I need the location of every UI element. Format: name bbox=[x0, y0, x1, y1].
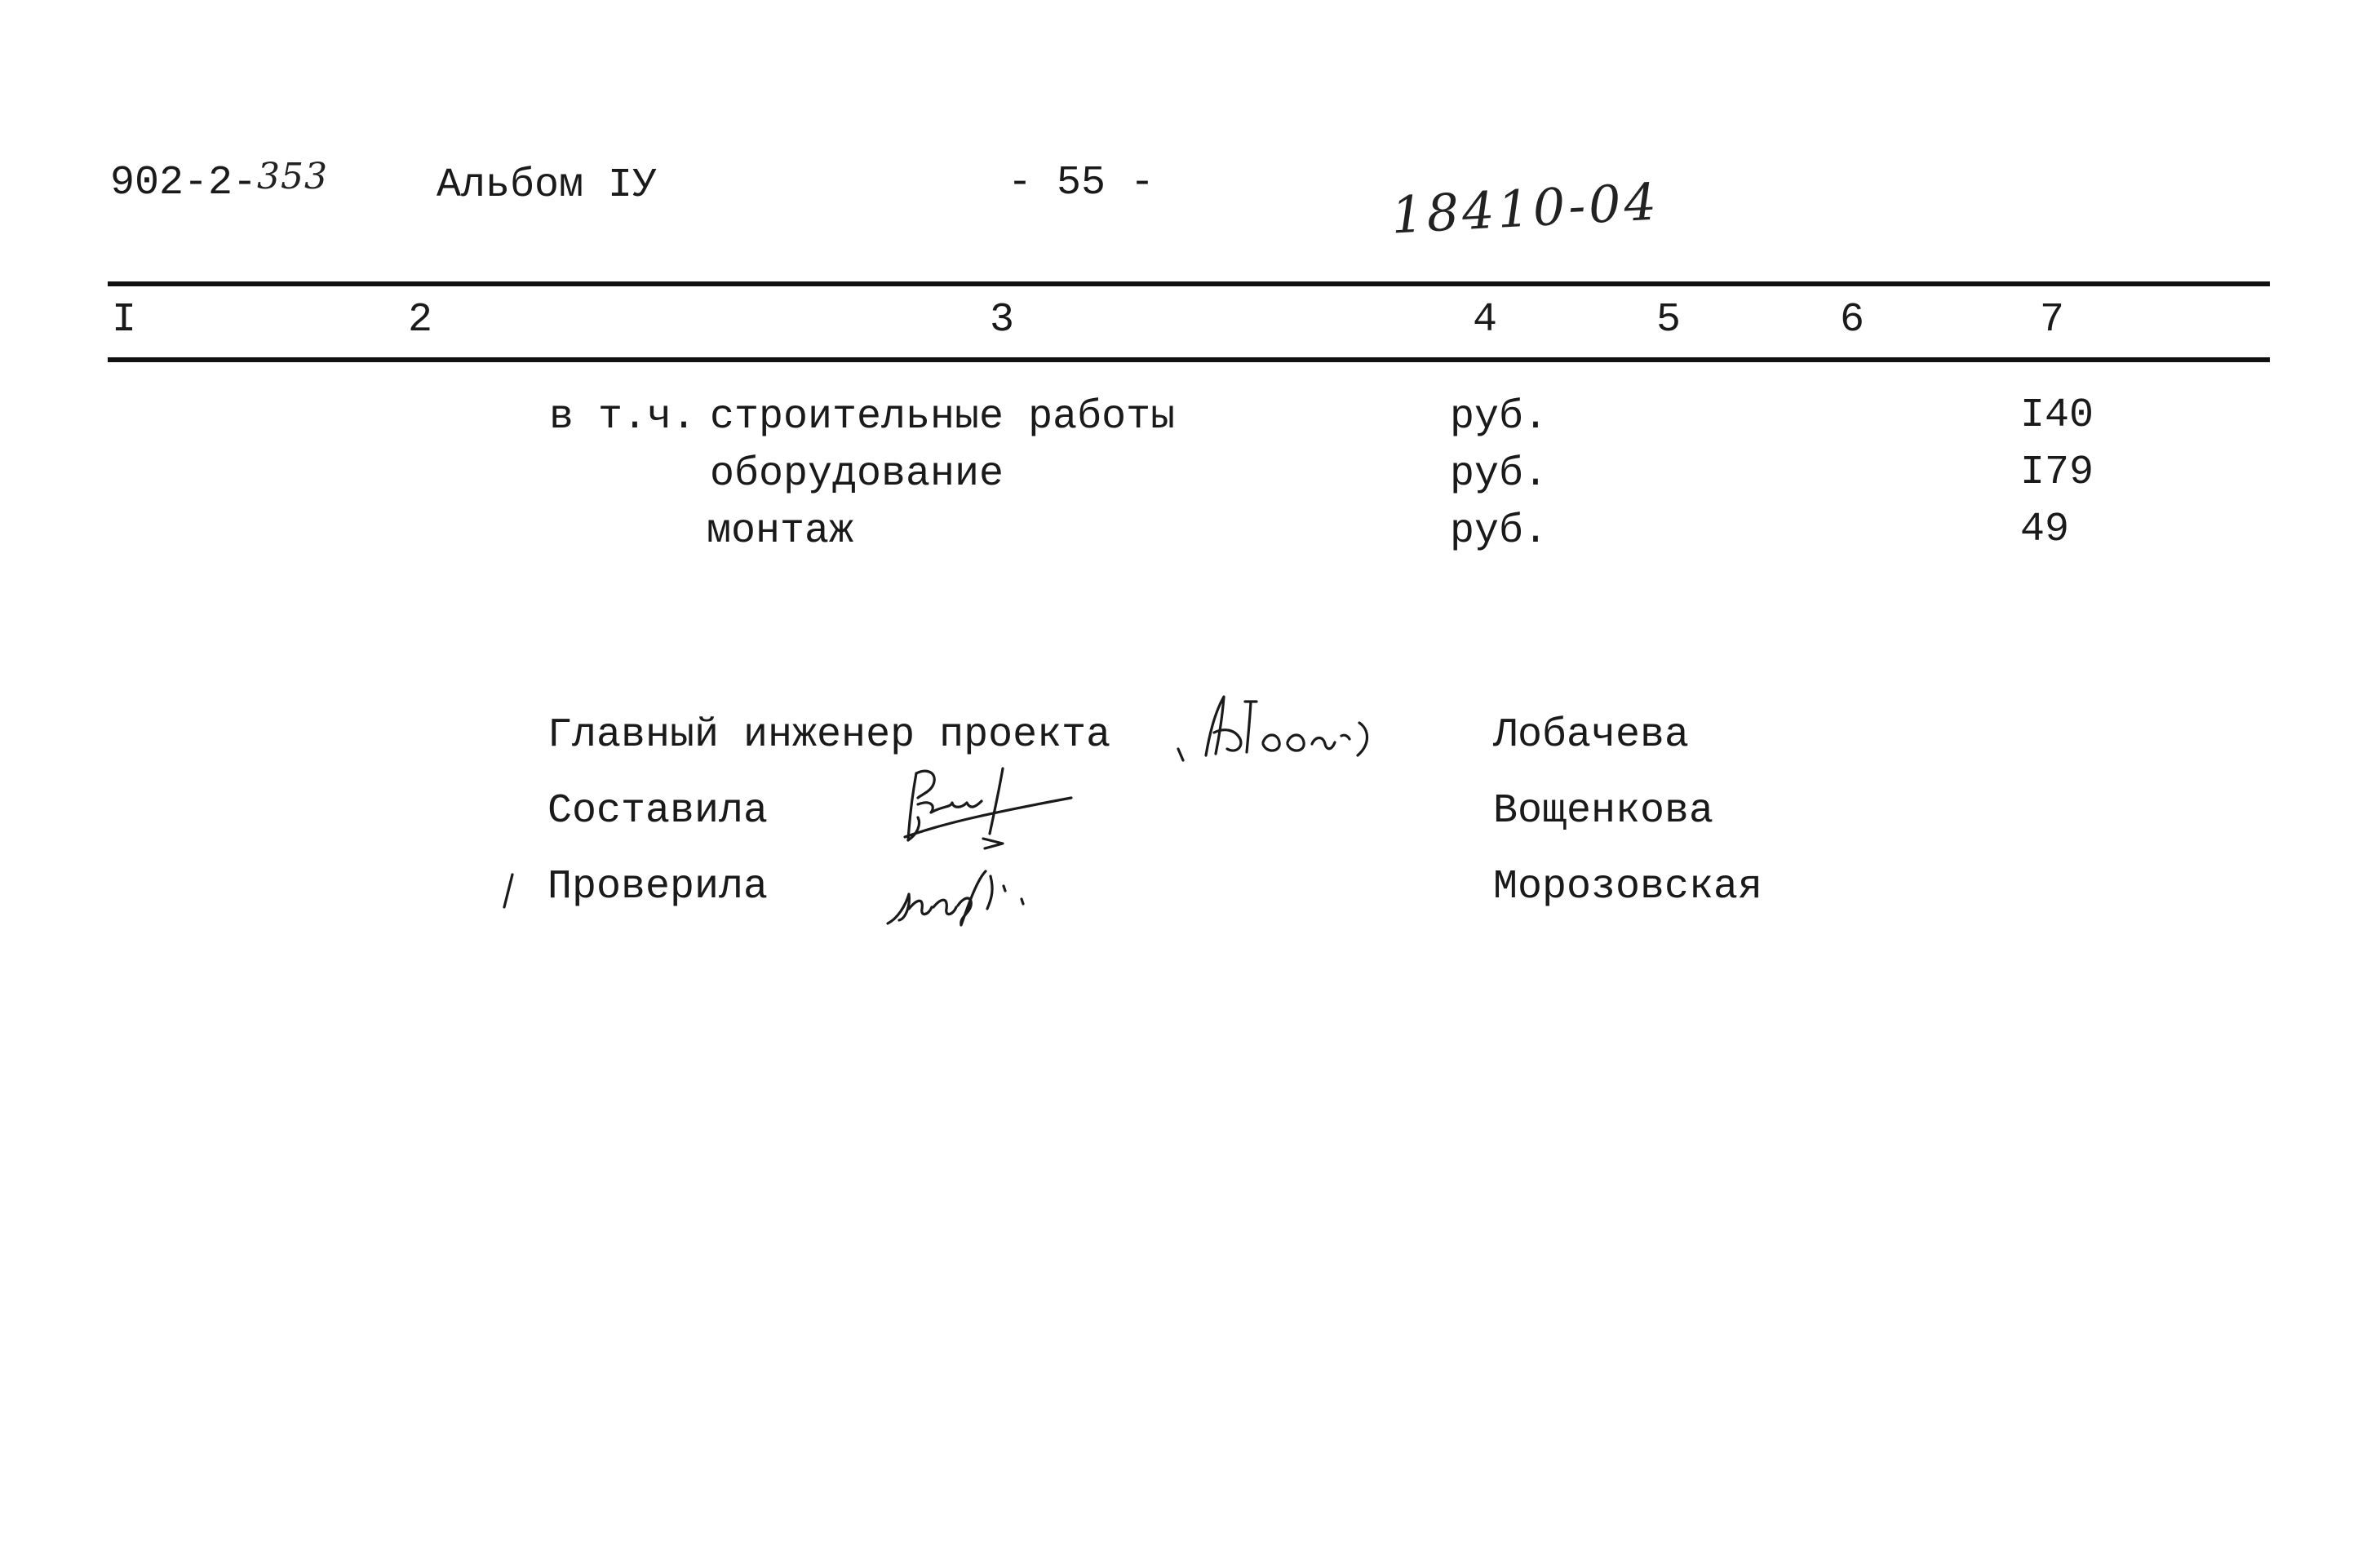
column-number-4: 4 bbox=[1473, 297, 1498, 343]
row-value: I40 bbox=[2020, 392, 2094, 439]
signature-mark bbox=[893, 759, 1089, 857]
signature-mark bbox=[1175, 685, 1387, 767]
column-number-3: 3 bbox=[990, 297, 1015, 343]
column-number-2: 2 bbox=[408, 297, 433, 343]
signature-role: Главный инженер проекта bbox=[547, 712, 1111, 759]
signature-role: Составила bbox=[547, 788, 769, 835]
table-top-rule bbox=[108, 281, 2270, 286]
page-number: - 55 - bbox=[1008, 160, 1155, 206]
column-number-5: 5 bbox=[1656, 297, 1682, 343]
signature-name: Морозовская bbox=[1493, 864, 1763, 910]
handwritten-code: 18410-04 bbox=[1389, 171, 1661, 246]
row-name: строительные работы bbox=[710, 394, 1176, 441]
row-value: I79 bbox=[2020, 449, 2094, 496]
row-unit: руб. bbox=[1450, 394, 1549, 441]
row-prefix: в т.ч. bbox=[549, 394, 697, 441]
row-name: оборудование bbox=[710, 451, 1004, 498]
row-unit: руб. bbox=[1450, 508, 1549, 555]
album-label: Альбом IУ bbox=[437, 162, 658, 209]
row-value: 49 bbox=[2020, 507, 2070, 553]
signature-role: Проверила bbox=[547, 864, 769, 910]
document-code-prefix: 902-2- bbox=[110, 160, 258, 206]
signature-name: Лобачева bbox=[1493, 712, 1690, 759]
signature-name: Вощенкова bbox=[1493, 788, 1714, 835]
column-number-7: 7 bbox=[2040, 297, 2065, 343]
document-code bbox=[110, 156, 329, 206]
signature-mark bbox=[881, 848, 1077, 930]
column-number-6: 6 bbox=[1840, 297, 1865, 343]
row-name: монтаж bbox=[707, 508, 854, 555]
table-header-bottom-rule bbox=[108, 357, 2270, 362]
row-unit: руб. bbox=[1450, 451, 1549, 498]
margin-mark bbox=[499, 871, 519, 912]
column-number-1: I bbox=[112, 297, 137, 343]
document-code-handwritten-suffix: 353 bbox=[257, 156, 329, 197]
